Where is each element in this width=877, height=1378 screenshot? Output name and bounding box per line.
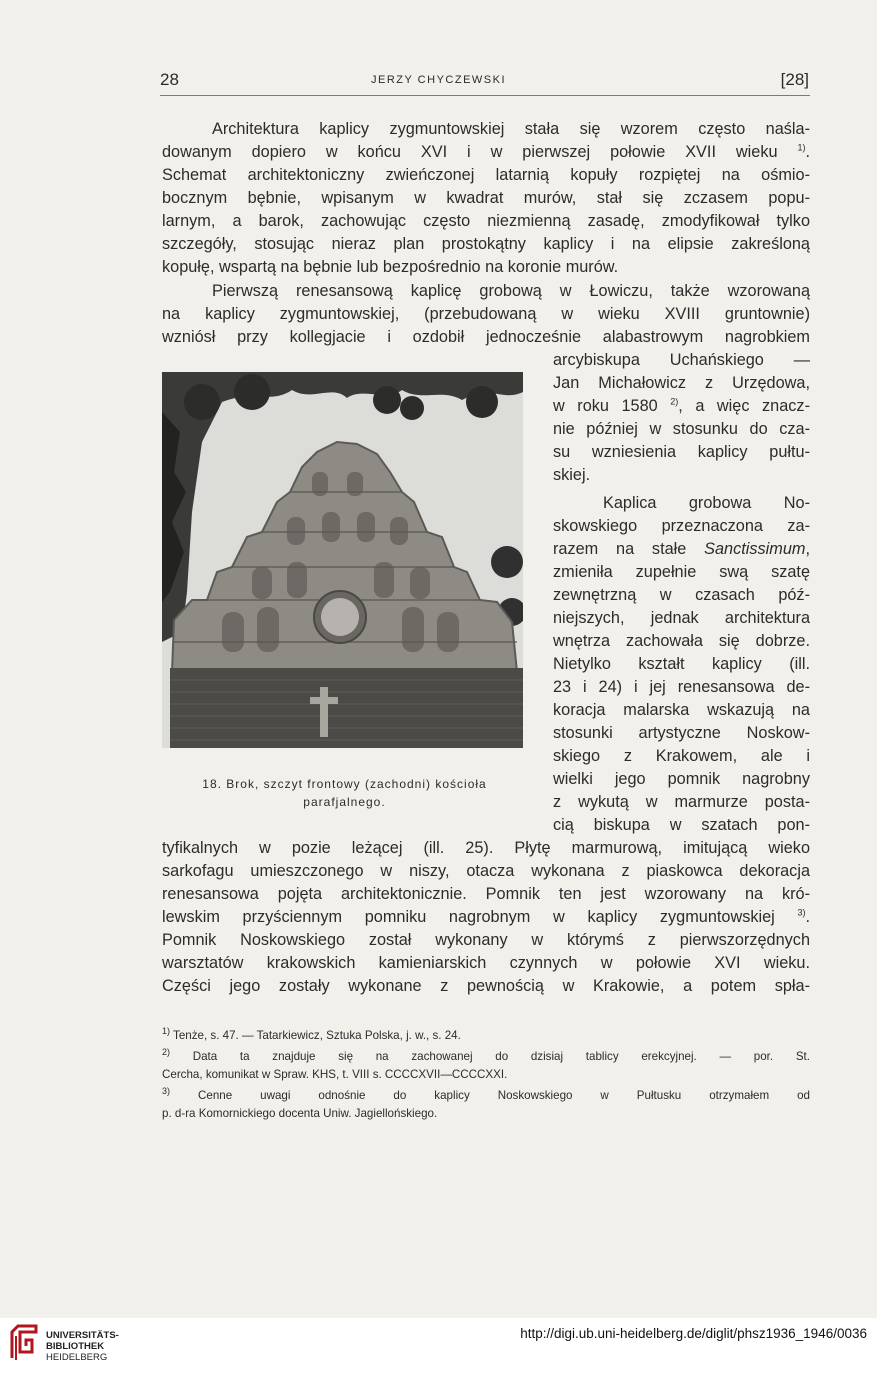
footnote-mark: 2) xyxy=(162,1047,171,1058)
page-reference: [28] xyxy=(780,70,809,89)
library-logo-icon[interactable] xyxy=(8,1322,40,1362)
footnote-mark: 3) xyxy=(162,1086,171,1097)
body-line: warsztatów krakowskich kamieniarskich czynnych w połowie XVI wieku. xyxy=(162,954,810,972)
body-line-text: lewskim przyściennym pomniku nagrobnym w kaplicy zygmuntowskiej xyxy=(162,908,775,926)
body-line-text: dowanym dopiero w końcu XVI i w pierwszej połowie XVII wieku xyxy=(162,143,778,161)
page-number: 28 xyxy=(160,70,179,89)
library-name[interactable] xyxy=(46,1330,119,1363)
library-name-line: BIBLIOTHEK xyxy=(46,1341,105,1352)
body-line: wielki jego pomnik nagrobny xyxy=(553,770,810,788)
body-line-punct: . xyxy=(805,143,811,161)
body-line-text: razem na stałe xyxy=(553,540,687,558)
library-name-line: HEIDELBERG xyxy=(46,1352,108,1363)
body-line: szczegóły, stosując nieraz plan prostokątny kaplicy i na elipsie zakreśloną xyxy=(162,235,810,253)
footnote-mark: 1) xyxy=(162,1026,171,1037)
body-line-text: , a więc znacz- xyxy=(678,397,810,415)
body-line: z wykutą w marmurze posta- xyxy=(553,793,810,811)
body-line: zewnętrzną w czasach póź- xyxy=(553,586,810,604)
footnote xyxy=(162,1027,810,1044)
body-line: stosunki artystyczne Noskow- xyxy=(553,724,810,742)
body-line: wzniósł przy kollegjacie i ozdobił jednocześnie alabastrowym nagrobkiem xyxy=(162,328,810,346)
footnote-ref: 2) xyxy=(670,396,679,407)
body-line: tyfikalnych w pozie leżącej (ill. 25). Płytę marmurową, imitującą wieko xyxy=(162,839,810,857)
body-line: 23 i 24) i jej renesansowa de- xyxy=(553,678,810,696)
body-line: sarkofagu umieszczonego w niszy, otacza wykonana z piaskowca dekoracja xyxy=(162,862,810,880)
footnote: Cercha, komunikat w Spraw. KHS, t. VIII s. CCCCXVII—CCCCXXI. xyxy=(162,1068,508,1081)
body-line: su wzniesienia kaplicy pułtu- xyxy=(553,443,810,461)
body-line: cią biskupa w szatach pon- xyxy=(553,816,810,834)
footnote xyxy=(162,1087,810,1104)
body-line: zmieniła zupełnie swą szatę xyxy=(553,563,810,581)
body-line: wnętrza zachowała się dobrze. xyxy=(553,632,810,650)
footnote-text: Tenże, s. 47. — Tatarkiewicz, Sztuka Polska, j. w., s. 24. xyxy=(173,1029,461,1042)
footnote-text: Cenne uwagi odnośnie do kaplicy Noskowskiego w Pułtusku otrzymałem od xyxy=(198,1089,810,1102)
figure-caption-line: parafjalnego. xyxy=(303,795,386,809)
figure-caption-line: 18. Brok, szczyt frontowy (zachodni) kościoła xyxy=(202,777,487,791)
body-line: kopułę, wspartą na bębnie lub bezpośrednio na koronie murów. xyxy=(162,258,619,276)
running-head: JERZY CHYCZEWSKI xyxy=(370,74,507,86)
source-url-link[interactable]: http://digi.ub.uni-heidelberg.de/diglit/phsz1936_1946/0036 xyxy=(520,1326,867,1341)
body-line-punct: . xyxy=(805,908,810,926)
body-line: niejszych, jednak architektura xyxy=(553,609,810,627)
body-line: na kaplicy zygmuntowskiej, (przebudowaną w wieku XVIII gruntownie) xyxy=(162,305,810,323)
body-line: bocznym bębnie, wpisanym w kwadrat murów, stał się zczasem popu- xyxy=(162,189,810,207)
body-line: larnym, a barok, zachowując często niezmienną zasadę, zmodyfikował tylko xyxy=(162,212,810,230)
header-rule xyxy=(160,95,810,96)
footnote-ref: 3) xyxy=(797,907,806,918)
footnote xyxy=(162,1048,810,1065)
body-line: arcybiskupa Uchańskiego — xyxy=(553,351,810,369)
body-line-punct: , xyxy=(805,540,810,558)
body-line: Schemat architektoniczny zwieńczonej latarnią kopuły rozpiętej na ośmio- xyxy=(162,166,810,184)
body-line xyxy=(162,906,810,928)
footnote-text: Data ta znajduje się na zachowanej do dzisiaj tablicy erekcyjnej. — por. St. xyxy=(192,1050,810,1063)
body-line: Nietylko kształt kaplicy (ill. xyxy=(553,655,810,673)
body-line: Kaplica grobowa No- xyxy=(603,494,810,512)
body-line xyxy=(553,395,810,417)
body-line: skiej. xyxy=(553,466,591,484)
body-line: Części jego zostały wykonane z pewnością w Krakowie, a potem spła- xyxy=(162,977,810,995)
body-line: nie później w stosunku do cza- xyxy=(553,420,810,438)
library-name-line: UNIVERSITÄTS- xyxy=(46,1330,119,1341)
body-line: Pierwszą renesansową kaplicę grobową w Łowiczu, także wzorowaną xyxy=(212,282,810,300)
italic-term: Sanctissimum xyxy=(704,540,806,558)
footnote: p. d-ra Komornickiego docenta Uniw. Jagiellońskiego. xyxy=(162,1107,438,1120)
body-line: Jan Michałowicz z Urzędowa, xyxy=(553,374,810,392)
church-gable-photo xyxy=(162,372,523,748)
body-line-text: w roku 1580 xyxy=(553,397,658,415)
body-line xyxy=(553,538,810,560)
body-line: skowskiego przeznaczona za- xyxy=(553,517,810,535)
body-line: renesansowa pojęta architektonicznie. Pomnik ten jest wzorowany na kró- xyxy=(162,885,810,903)
body-line: koracja malarska wskazują na xyxy=(553,701,810,719)
body-line: skiego z Krakowem, ale i xyxy=(553,747,810,765)
body-line: Architektura kaplicy zygmuntowskiej stała się wzorem często naśla- xyxy=(212,120,810,138)
body-line: Pomnik Noskowskiego został wykonany w którymś z pierwszorzędnych xyxy=(162,931,810,949)
body-line xyxy=(162,141,810,163)
footnote-ref: 1) xyxy=(797,142,806,153)
